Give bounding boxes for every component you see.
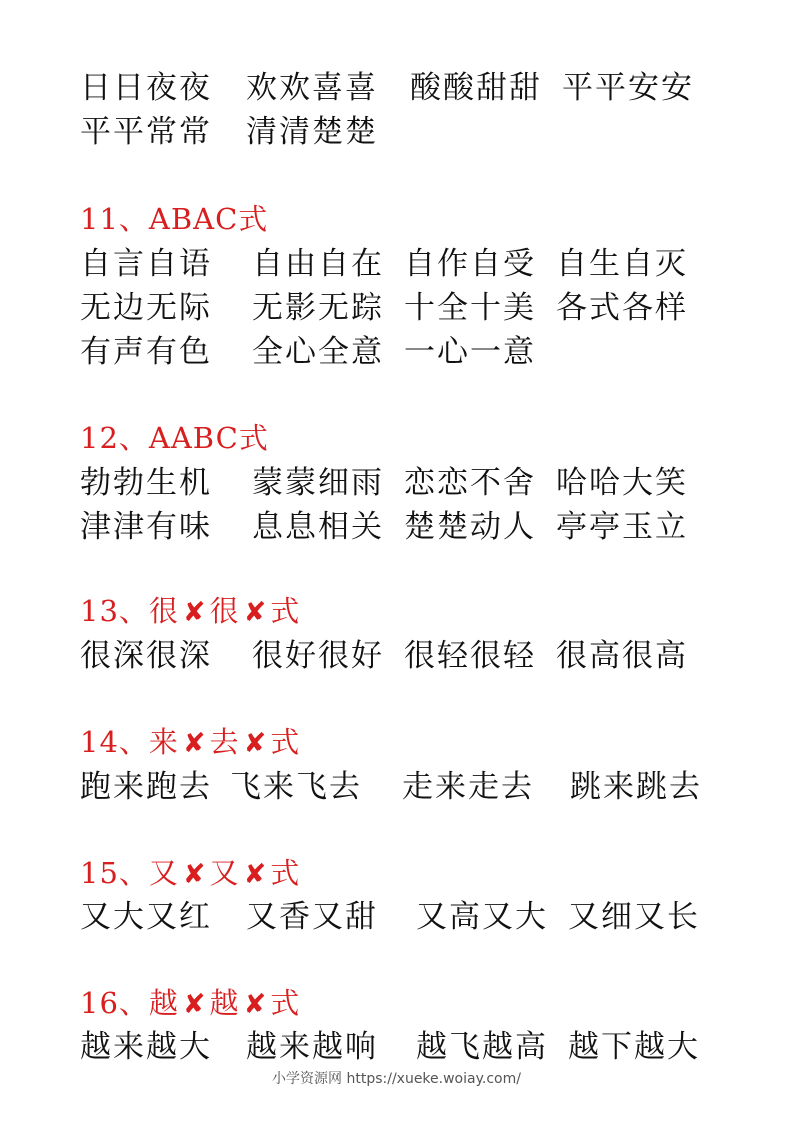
word: 勃勃生机 — [80, 465, 212, 501]
word: 越飞越高 — [416, 1029, 548, 1065]
word: 各式各样 — [556, 290, 688, 326]
cross-icon: ✘ — [243, 989, 267, 1020]
word: 很高很高 — [556, 638, 688, 674]
word: 恋恋不舍 — [404, 465, 536, 501]
word: 越来越响 — [246, 1029, 378, 1065]
section-pattern-part: 又 — [148, 856, 179, 890]
word: 无边无际 — [80, 290, 212, 326]
section-number: 15、 — [80, 856, 149, 890]
word: 平平安安 — [562, 70, 694, 106]
word: 很轻很轻 — [404, 638, 536, 674]
section-number: 13、 — [80, 594, 149, 628]
section-pattern-part: 式 — [270, 594, 301, 628]
word: 清清楚楚 — [246, 114, 378, 150]
section-pattern-part: 很 — [148, 594, 179, 628]
word: 又高又大 — [416, 899, 548, 935]
section-pattern-part: 式 — [270, 856, 301, 890]
word: 跳来跳去 — [570, 769, 702, 805]
word: 自由自在 — [252, 246, 384, 282]
word: 蒙蒙细雨 — [252, 465, 384, 501]
word: 很好很好 — [252, 638, 384, 674]
word: 平平常常 — [80, 114, 212, 150]
word: 一心一意 — [404, 334, 536, 370]
section-pattern-part: 越 — [148, 986, 179, 1020]
cross-icon: ✘ — [243, 597, 267, 628]
section-number: 12、 — [80, 421, 149, 455]
section-heading — [80, 199, 268, 239]
word: 走来走去 — [402, 769, 534, 805]
section-pattern-part: 去 — [209, 725, 240, 759]
section-heading — [80, 418, 269, 458]
section-heading — [80, 591, 300, 631]
section-number: 14、 — [80, 725, 149, 759]
section-pattern: AABC式 — [148, 421, 269, 455]
section-number: 16、 — [80, 986, 149, 1020]
cross-icon: ✘ — [243, 859, 267, 890]
cross-icon: ✘ — [182, 728, 206, 759]
word: 津津有味 — [80, 509, 212, 545]
word: 自生自灭 — [556, 246, 688, 282]
word: 又细又长 — [568, 899, 700, 935]
cross-icon: ✘ — [182, 859, 206, 890]
cross-icon: ✘ — [182, 989, 206, 1020]
word: 自言自语 — [80, 246, 212, 282]
word: 无影无踪 — [252, 290, 384, 326]
word: 酸酸甜甜 — [410, 70, 542, 106]
word: 楚楚动人 — [404, 509, 536, 545]
word: 又大又红 — [80, 899, 212, 935]
word: 息息相关 — [252, 509, 384, 545]
word: 越下越大 — [568, 1029, 700, 1065]
word: 亭亭玉立 — [556, 509, 688, 545]
word: 跑来跑去 — [80, 769, 212, 805]
word: 越来越大 — [80, 1029, 212, 1065]
word: 有声有色 — [80, 334, 212, 370]
cross-icon: ✘ — [243, 728, 267, 759]
section-pattern-part: 式 — [270, 725, 301, 759]
word: 很深很深 — [80, 638, 212, 674]
section-pattern: ABAC式 — [148, 202, 269, 236]
word: 哈哈大笑 — [556, 465, 688, 501]
section-pattern-part: 来 — [148, 725, 179, 759]
section-heading — [80, 853, 300, 893]
word: 欢欢喜喜 — [246, 70, 378, 106]
section-pattern-part: 越 — [209, 986, 240, 1020]
section-pattern-part: 很 — [209, 594, 240, 628]
section-heading — [80, 722, 300, 762]
word: 飞来飞去 — [230, 769, 362, 805]
footer-watermark: 小学资源网 https://xueke.woiay.com/ — [272, 1071, 521, 1087]
word: 十全十美 — [404, 290, 536, 326]
word: 日日夜夜 — [80, 70, 212, 106]
word: 又香又甜 — [246, 899, 378, 935]
section-number: 11、 — [80, 202, 149, 236]
section-pattern-part: 式 — [270, 986, 301, 1020]
section-pattern-part: 又 — [209, 856, 240, 890]
word: 自作自受 — [404, 246, 536, 282]
word: 全心全意 — [252, 334, 384, 370]
section-heading — [80, 983, 300, 1023]
cross-icon: ✘ — [182, 597, 206, 628]
